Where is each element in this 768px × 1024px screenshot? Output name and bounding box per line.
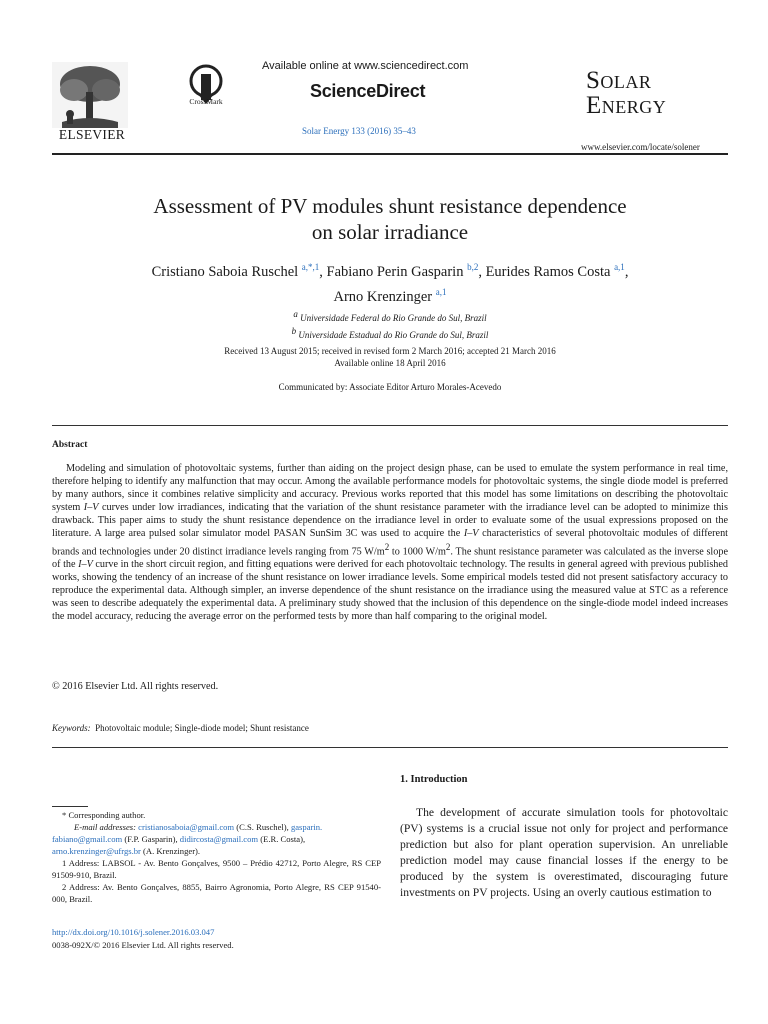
author-list xyxy=(52,257,728,307)
journal-url[interactable]: www.elsevier.com/locate/solener xyxy=(581,142,700,152)
article-title-line2: on solar irradiance xyxy=(311,220,469,244)
journal-citation-link[interactable]: Solar Energy 133 (2016) 35–43 xyxy=(302,126,416,136)
introduction-body xyxy=(400,805,728,900)
affiliation-text: Universidade Federal do Rio Grande do Sul, Brazil xyxy=(300,313,487,323)
keywords xyxy=(52,723,309,733)
superscript: 2 xyxy=(384,541,390,552)
affiliation-mark: b xyxy=(291,326,297,336)
author-affiliation-mark[interactable]: b,2 xyxy=(467,262,479,272)
section-heading-introduction: 1. Introduction xyxy=(400,774,468,785)
sciencedirect-logo: ScienceDirect xyxy=(310,81,426,101)
abstract-body xyxy=(52,462,728,624)
affiliation-item xyxy=(52,308,728,325)
abstract-text: curves under low irradiances, indicating that the variation of the shunt resistance parameter with the irradiance level can be adopted to minimize this drawback. This paper aims to study the shunt resistance dependence on the irradiance level in order to evaluate some of the usual expressions proposed on the literature. A large area pulsed solar simulator model PASAN SunSim 3C was used to acquire the xyxy=(52,502,728,540)
header-divider xyxy=(52,153,728,155)
author-affiliation-mark[interactable]: a,1 xyxy=(614,262,625,272)
footnote-rule xyxy=(52,806,88,807)
email-link[interactable]: arno.krenzinger@ufrgs.br xyxy=(52,846,141,856)
superscript: 2 xyxy=(445,541,451,552)
available-date: Available online 18 April 2016 xyxy=(334,358,446,368)
crossmark-label: CrossMark xyxy=(189,97,223,106)
article-title-line1: Assessment of PV modules shunt resistance dependence xyxy=(153,194,627,218)
affiliation-item xyxy=(52,325,728,342)
author-name: Cristiano Saboia Ruschel xyxy=(151,263,299,280)
author-separator: , xyxy=(319,263,327,280)
keywords-label: Keywords: xyxy=(52,723,91,733)
email-owner: (E.R. Costa), xyxy=(258,834,306,844)
article-history xyxy=(52,345,728,369)
iv-term: I–V xyxy=(83,502,99,514)
author-separator: , xyxy=(478,263,486,280)
abstract-text: curve in the short circuit region, and fitting equations were derived for each photovoltaic technology. The results in general agreed with previous published works, showing the tendency of an increase of the shunt resistance on lower irradiance levels. Some empirical models tested did not present satisfactory accuracy to reproduce the experimental data. Although simpler, an inverse dependence of the shunt resistance on the irradiance using the measured value at STC as a reference was seen to describe adequately the experimental data. A preliminary study showed that the inclusion of this dependence on the single-diode model indeed increases the model accuracy, reducing the average error on the performed tests by more than half comparing to the original model. xyxy=(52,559,728,623)
email-owner: (F.P. Gasparin), xyxy=(122,834,180,844)
abstract-copyright: © 2016 Elsevier Ltd. All rights reserved. xyxy=(52,681,219,692)
author-separator: , xyxy=(624,263,629,280)
affiliation-text: Universidade Estadual do Rio Grande do Sul, Brazil xyxy=(298,330,489,340)
footnotes xyxy=(52,809,381,905)
iv-term: I–V xyxy=(463,528,479,540)
received-dates: Received 13 August 2015; received in revised form 2 March 2016; accepted 21 March 2016 xyxy=(224,346,556,356)
issn-copyright: 0038-092X/© 2016 Elsevier Ltd. All rights reserved. xyxy=(52,940,234,950)
journal-title-line2: Energy xyxy=(586,92,667,119)
iv-term: I–V xyxy=(78,559,93,571)
address-footnote-1: 1 Address: LABSOL - Av. Bento Gonçalves, 9500 – Prédio 42712, Porto Alegre, RS CEP 91509-910, Brazil. xyxy=(52,858,381,880)
corresponding-author-note: * Corresponding author. xyxy=(62,810,146,820)
abstract-top-divider xyxy=(52,425,728,426)
affiliations xyxy=(52,308,728,342)
email-owner: (A. Krenzinger). xyxy=(140,846,201,856)
abstract-paragraph xyxy=(52,462,728,624)
introduction-paragraph: The development of accurate simulation tools for photovoltaic (PV) systems is a crucial issue not only for project and performance prediction but also for plant operation supervision. An unreliable prediction model may cause financial losses if the energy to be produced by the system is overestimated, discouraging future investments on PV projects. Using an overly cautious estimation to xyxy=(400,806,728,899)
author-name: Arno Krenzinger xyxy=(333,288,433,305)
publisher-name: ELSEVIER xyxy=(58,127,126,142)
journal-title-logo xyxy=(586,68,666,118)
email-link[interactable]: gasparin. xyxy=(290,822,323,832)
email-link[interactable]: cristianosaboia@gmail.com xyxy=(138,822,235,832)
email-addresses xyxy=(52,821,381,857)
doi-link[interactable]: http://dx.doi.org/10.1016/j.solener.2016.03.047 xyxy=(52,927,215,937)
author-affiliation-mark[interactable]: a,*,1 xyxy=(301,262,320,272)
affiliation-mark: a xyxy=(293,309,298,319)
author-name: Eurides Ramos Costa xyxy=(485,263,611,280)
communicated-by: Communicated by: Associate Editor Arturo Morales-Acevedo xyxy=(278,382,502,392)
email-link[interactable]: fabiano@gmail.com xyxy=(52,834,123,844)
author-affiliation-mark[interactable]: a,1 xyxy=(435,286,447,297)
email-label: E-mail addresses: xyxy=(74,822,136,832)
abstract-text: to 1000 W/m xyxy=(389,545,446,557)
journal-title-line1: Solar xyxy=(586,67,652,94)
email-link[interactable]: didircosta@gmail.com xyxy=(179,834,259,844)
abstract-text: . The shunt resistance parameter was calculated as the inverse slope of the xyxy=(52,545,728,571)
abstract-heading: Abstract xyxy=(52,440,88,450)
keywords-text: Photovoltaic module; Single-diode model; Shunt resistance xyxy=(95,723,309,733)
keywords-divider xyxy=(52,747,728,748)
abstract-text: characteristics of several photovoltaic modules of different brands and technologies under 20 distinct irradiance levels ranging from 75 W/m xyxy=(52,528,729,557)
article-title xyxy=(52,193,728,245)
available-online-note: Available online at www.sciencedirect.com xyxy=(262,60,469,72)
email-owner: (C.S. Ruschel), xyxy=(234,822,291,832)
address-footnote-2: 2 Address: Av. Bento Gonçalves, 8855, Bairro Agronomia, Porto Alegre, RS CEP 91540-000, Brazil. xyxy=(52,882,381,904)
abstract-text: Modeling and simulation of photovoltaic systems, further than aiding on the project design phase, can be used to emulate the system performance in real time, therefore helping to identify any malfunction that may occur. Among the available performance models for photovoltaic systems, the single diode model is preferred by many authors, since it combines relative simplicity and accuracy. Previous works reported that this model has some limitations on describing the photovoltaic system xyxy=(52,463,728,514)
author-name: Fabiano Perin Gasparin xyxy=(326,263,464,280)
